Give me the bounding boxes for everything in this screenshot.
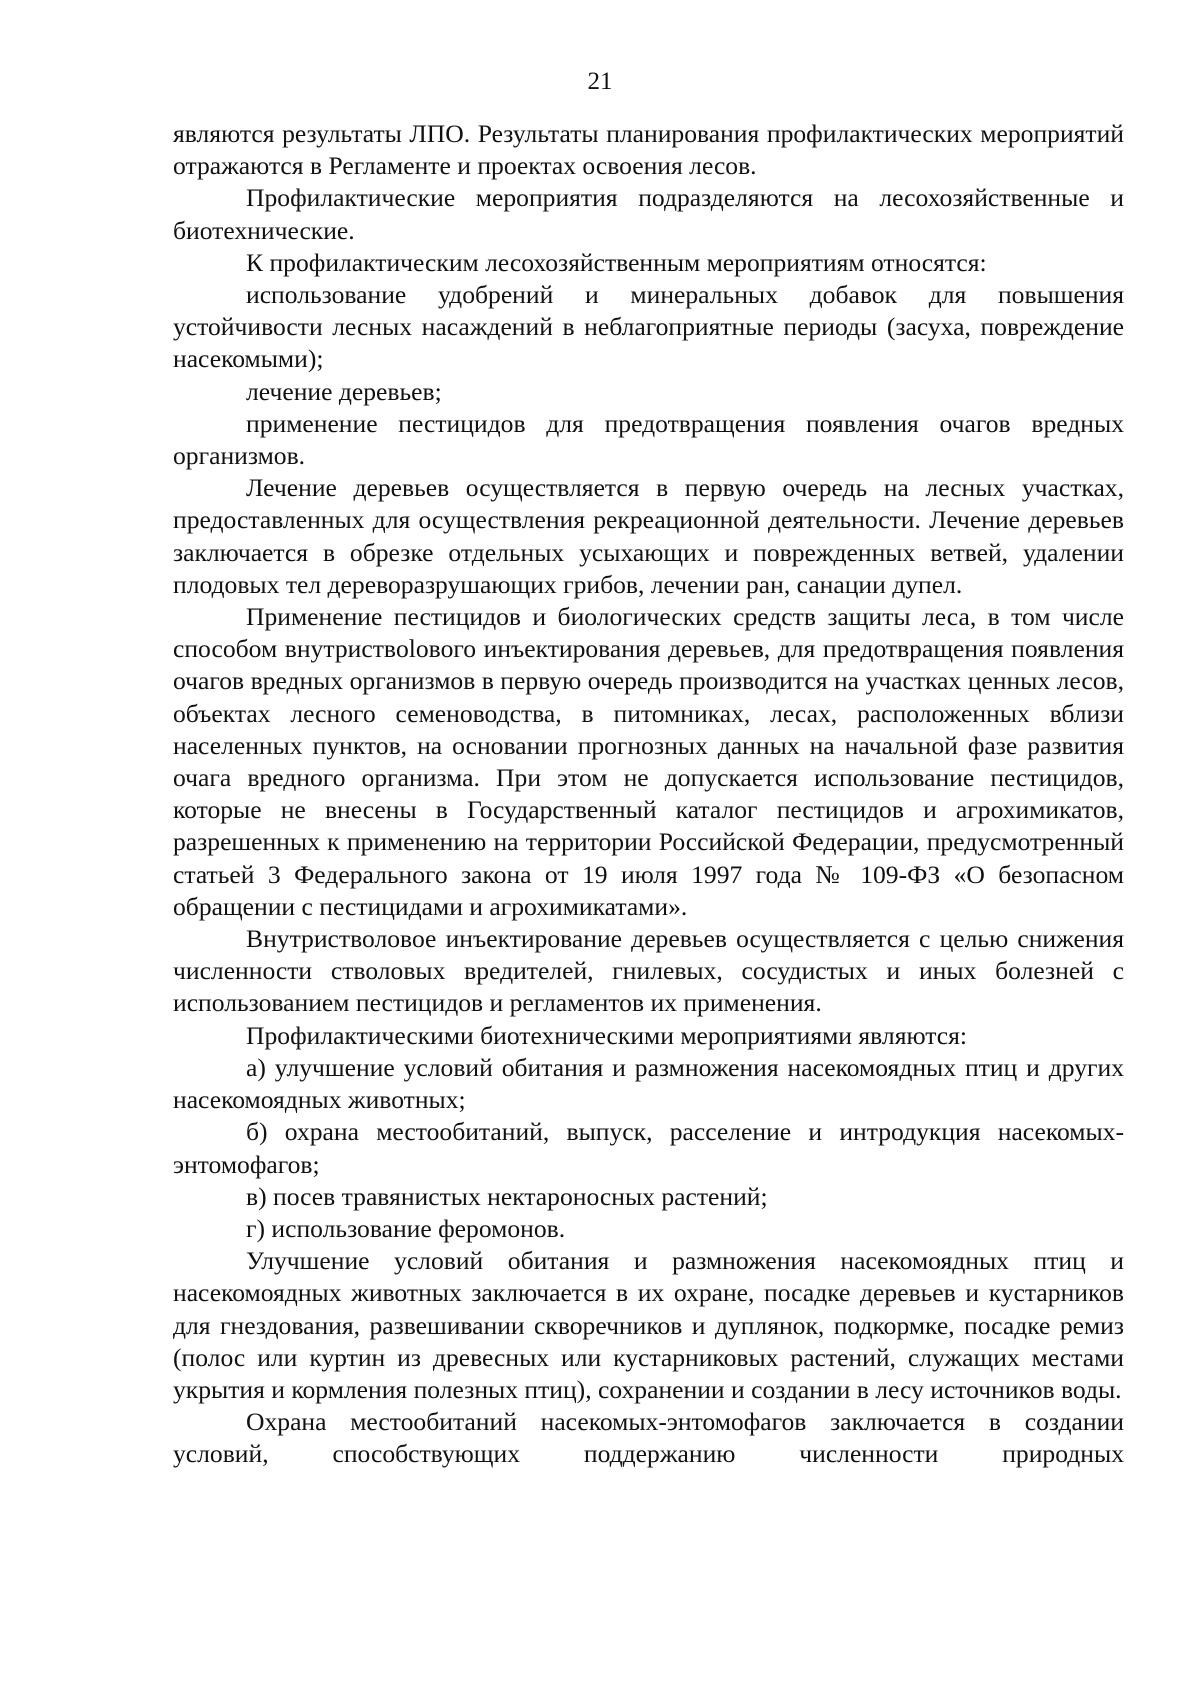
list-item: использование удобрений и минеральных добавок для повышения устойчивости лесных насаждений в неблагоприятные периоды (засуха, повреждение насекомыми); xyxy=(173,280,1124,374)
paragraph: Внутристволовое инъектирование деревьев осуществляется с целью снижения численности стволовых вредителей, гнилевых, сосудистых и иных болезней с использованием пестицидов и регламентов их применения. xyxy=(173,924,1124,1018)
list-item: в) посев травянистых нектароносных растений; xyxy=(246,1181,768,1211)
paragraph: Применение пестицидов и биологических средств защиты леса, в том числе способом внутриствolового инъектирования деревьев, для предотвращения появления очагов вредных организмов в первую очередь производится на участках ценных лесов, объектах лесного семеноводства, в питомниках, лесах, расположенных вблизи населенных пунктов, на основании прогнозных данных на начальной фазе развития очага вредного организма. При этом не допускается использование пестицидов, которые не внесены в Государственный каталог пестицидов и агрохимикатов, разрешенных к применению на территории Российской Федерации, предусмотренный статьей 3 Федерального закона от 19 июля 1997 года № 109-ФЗ «О безопасном обращении с пестицидами и агрохимикатами». xyxy=(173,602,1124,921)
paragraph: Лечение деревьев осуществляется в первую очередь на лесных участках, предоставленных для осуществления рекреационной деятельности. Лечение деревьев заключается в обрезке отдельных усыхающих и поврежденных ветвей, удалении плодовых тел дереворазрушающих грибов, лечении ран, санации дупел. xyxy=(173,473,1124,599)
list-item: г) использование феромонов. xyxy=(246,1213,566,1243)
document-body xyxy=(173,118,1124,1471)
page-number: 21 xyxy=(587,68,613,95)
paragraph: Улучшение условий обитания и размножения насекомоядных птиц и насекомоядных животных заключается в их охране, посадке деревьев и кустарников для гнездования, развешивании скворечников и дуплянок, подкормке, посадке ремиз (полос или куртин из древесных или кустарниковых растений, служащих местами укрытия и кормления полезных птиц), сохранении и создании в лесу источников воды. xyxy=(173,1246,1124,1404)
paragraph: являются результаты ЛПО. Результаты планирования профилактических мероприятий отражаются в Регламенте и проектах освоения лесов. xyxy=(173,119,1124,181)
paragraph: Профилактические мероприятия подразделяются на лесохозяйственные и биотехнические. xyxy=(173,183,1124,245)
paragraph: Профилактическими биотехническими мероприятиями являются: xyxy=(246,1020,967,1050)
paragraph: К профилактическим лесохозяйственным мероприятиям относятся: xyxy=(246,247,987,277)
paragraph: Охрана местообитаний насекомых-энтомофагов заключается в создании условий, способствующих поддержанию численности природных xyxy=(173,1407,1124,1469)
list-item: а) улучшение условий обитания и размножения насекомоядных птиц и других насекомоядных животных; xyxy=(173,1052,1124,1115)
list-item: лечение деревьев; xyxy=(246,376,442,406)
list-item: применение пестицидов для предотвращения появления очагов вредных организмов. xyxy=(173,408,1124,471)
list-item: б) охрана местообитаний, выпуск, расселение и интродукция насекомых-энтомофагов; xyxy=(173,1117,1124,1179)
